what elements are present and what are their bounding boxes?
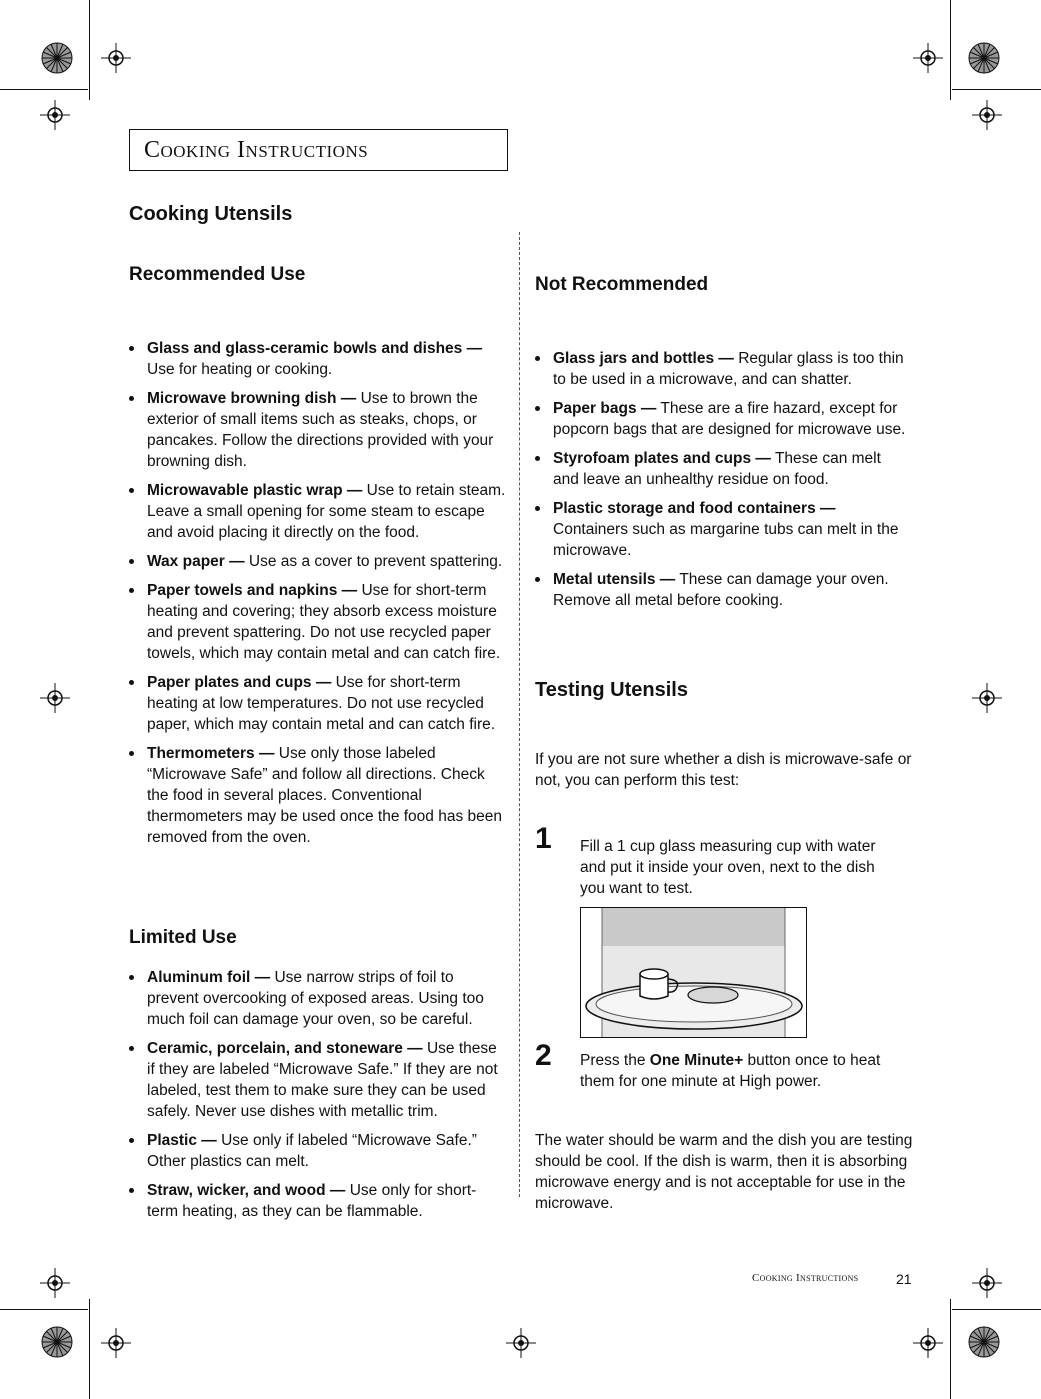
registration-starburst-icon <box>41 42 73 74</box>
limited-heading: Limited Use <box>129 927 237 948</box>
bullet <box>129 1188 134 1193</box>
item-text: These are a fire hazard, except for popcorn bags that are designed for microwave use. <box>553 400 906 438</box>
list-item <box>129 388 507 472</box>
item-term: Wax paper — <box>147 553 245 570</box>
item-text: Use as a cover to prevent spattering. <box>244 553 503 570</box>
trim-line <box>0 1309 88 1310</box>
item-text: Use these if they are labeled “Microwave Safe.” If they are not labeled, test them to make sure they can be used safely. Never use dishes with metallic trim. <box>147 1040 498 1120</box>
trim-line <box>0 89 88 90</box>
testing-intro: If you are not sure whether a dish is microwave-safe or not, you can perform this test: <box>535 751 912 789</box>
item-text: Use to retain steam. Leave a small opening for some steam to escape and avoid placing it directly on the food. <box>147 482 506 541</box>
list-item <box>535 448 911 490</box>
item-text: Regular glass is too thin to be used in a microwave, and can shatter. <box>553 350 904 388</box>
limited-list <box>129 967 507 1230</box>
crosshair-target-icon <box>40 100 70 130</box>
step-2-text-before: Press the <box>580 1052 650 1069</box>
list-item <box>129 672 507 735</box>
list-item <box>535 498 911 561</box>
not-recommended-list <box>535 348 911 619</box>
footer-section-label: Cooking Instructions <box>752 1272 859 1284</box>
crosshair-target-icon <box>972 1268 1002 1298</box>
list-item <box>129 743 507 848</box>
item-term: Thermometers — <box>147 745 275 762</box>
section-header-box <box>129 129 508 171</box>
bullet <box>129 396 134 401</box>
item-term: Ceramic, porcelain, and stoneware — <box>147 1040 423 1057</box>
not-recommended-heading: Not Recommended <box>535 274 709 295</box>
page-heading: Cooking Utensils <box>129 203 293 225</box>
item-term: Styrofoam plates and cups — <box>553 450 771 467</box>
bullet <box>129 1138 134 1143</box>
registration-starburst-icon <box>968 42 1000 74</box>
item-term: Microwavable plastic wrap — <box>147 482 363 499</box>
bullet <box>129 488 134 493</box>
item-text: Use only if labeled “Microwave Safe.” Other plastics can melt. <box>147 1132 477 1170</box>
item-text: Use narrow strips of foil to prevent overcooking of exposed areas. Using too much foil can damage your oven, so be careful. <box>147 969 484 1028</box>
bullet <box>535 456 540 461</box>
testing-heading: Testing Utensils <box>535 679 688 701</box>
list-item <box>535 569 911 611</box>
crosshair-target-icon <box>972 100 1002 130</box>
item-text: These can melt and leave an unhealthy residue on food. <box>553 450 881 488</box>
item-term: Plastic — <box>147 1132 217 1149</box>
trim-line <box>950 1299 951 1399</box>
bullet <box>129 346 134 351</box>
list-item <box>535 348 911 390</box>
one-minute-plus-label: One Minute+ <box>649 1052 744 1069</box>
list-item <box>129 580 507 664</box>
column-divider <box>519 232 520 1197</box>
crosshair-target-icon <box>40 683 70 713</box>
item-term: Straw, wicker, and wood — <box>147 1182 346 1199</box>
crosshair-target-icon <box>913 1328 943 1358</box>
bullet <box>535 356 540 361</box>
trim-line <box>950 0 951 100</box>
page-number: 21 <box>896 1271 912 1287</box>
item-term: Metal utensils — <box>553 571 676 588</box>
list-item <box>129 480 507 543</box>
step-1-number: 1 <box>535 822 552 855</box>
item-text: Use only for short-term heating, as they can be flammable. <box>147 1182 477 1220</box>
step-2-number: 2 <box>535 1039 552 1072</box>
bullet <box>129 680 134 685</box>
recommended-heading: Recommended Use <box>129 264 306 285</box>
item-text: Use for short-term heating at low temperatures. Do not use recycled paper, which may contain metal and can catch fire. <box>147 674 496 733</box>
step-2-text-after: button once to heat them for one minute at High power. <box>580 1052 881 1090</box>
step-1-text: Fill a 1 cup glass measuring cup with water and put it inside your oven, next to the dish you want to test. <box>580 838 876 897</box>
crosshair-target-icon <box>101 1328 131 1358</box>
item-term: Aluminum foil — <box>147 969 271 986</box>
crosshair-target-icon <box>972 683 1002 713</box>
trim-line <box>89 1299 90 1399</box>
recommended-list <box>129 338 507 856</box>
list-item <box>129 1180 507 1222</box>
item-term: Paper bags — <box>553 400 657 417</box>
item-term: Glass and glass-ceramic bowls and dishes — <box>147 340 483 357</box>
trim-line <box>952 89 1041 90</box>
bullet <box>129 588 134 593</box>
item-term: Glass jars and bottles — <box>553 350 734 367</box>
item-text: Containers such as margarine tubs can melt in the microwave. <box>553 521 899 559</box>
trim-line <box>89 0 90 100</box>
list-item <box>129 338 507 380</box>
bullet <box>129 751 134 756</box>
bullet <box>535 406 540 411</box>
crosshair-target-icon <box>101 43 131 73</box>
oven-back-wall <box>602 908 785 946</box>
testing-result: The water should be warm and the dish you are testing should be cool. If the dish is warm, then it is absorbing microwave energy and is not acceptable for use in the microwave. <box>535 1132 913 1212</box>
microwave-test-illustration <box>580 907 807 1038</box>
bullet <box>129 559 134 564</box>
crosshair-target-icon <box>40 1268 70 1298</box>
list-item <box>129 967 507 1030</box>
bullet <box>535 577 540 582</box>
item-term: Plastic storage and food containers — <box>553 500 836 517</box>
item-term: Paper towels and napkins — <box>147 582 358 599</box>
item-text: Use for heating or cooking. <box>147 361 333 378</box>
list-item <box>535 398 911 440</box>
bullet <box>535 506 540 511</box>
test-dish-icon <box>688 987 738 1003</box>
item-text: These can damage your oven. Remove all metal before cooking. <box>553 571 889 609</box>
list-item <box>129 551 507 572</box>
crosshair-target-icon <box>506 1328 536 1358</box>
item-text: Use to brown the exterior of small items such as steaks, chops, or pancakes. Follow the directions provided with your browning dish. <box>147 390 494 470</box>
step-2-text <box>580 1050 900 1092</box>
trim-line <box>952 1309 1041 1310</box>
list-item <box>129 1038 507 1122</box>
item-term: Paper plates and cups — <box>147 674 332 691</box>
registration-starburst-icon <box>968 1326 1000 1358</box>
registration-starburst-icon <box>41 1326 73 1358</box>
item-term: Microwave browning dish — <box>147 390 357 407</box>
list-item <box>129 1130 507 1172</box>
bullet <box>129 1046 134 1051</box>
crosshair-target-icon <box>913 43 943 73</box>
bullet <box>129 975 134 980</box>
item-text: Use only those labeled “Microwave Safe” and follow all directions. Check the food in several places. Conventional thermometers may be used once the food has been removed from the oven. <box>147 745 502 846</box>
section-title: Cooking Instructions <box>144 137 369 163</box>
item-text: Use for short-term heating and covering; they absorb excess moisture and prevent spattering. Do not use recycled paper towels, which may contain metal and can catch fire. <box>147 582 501 662</box>
